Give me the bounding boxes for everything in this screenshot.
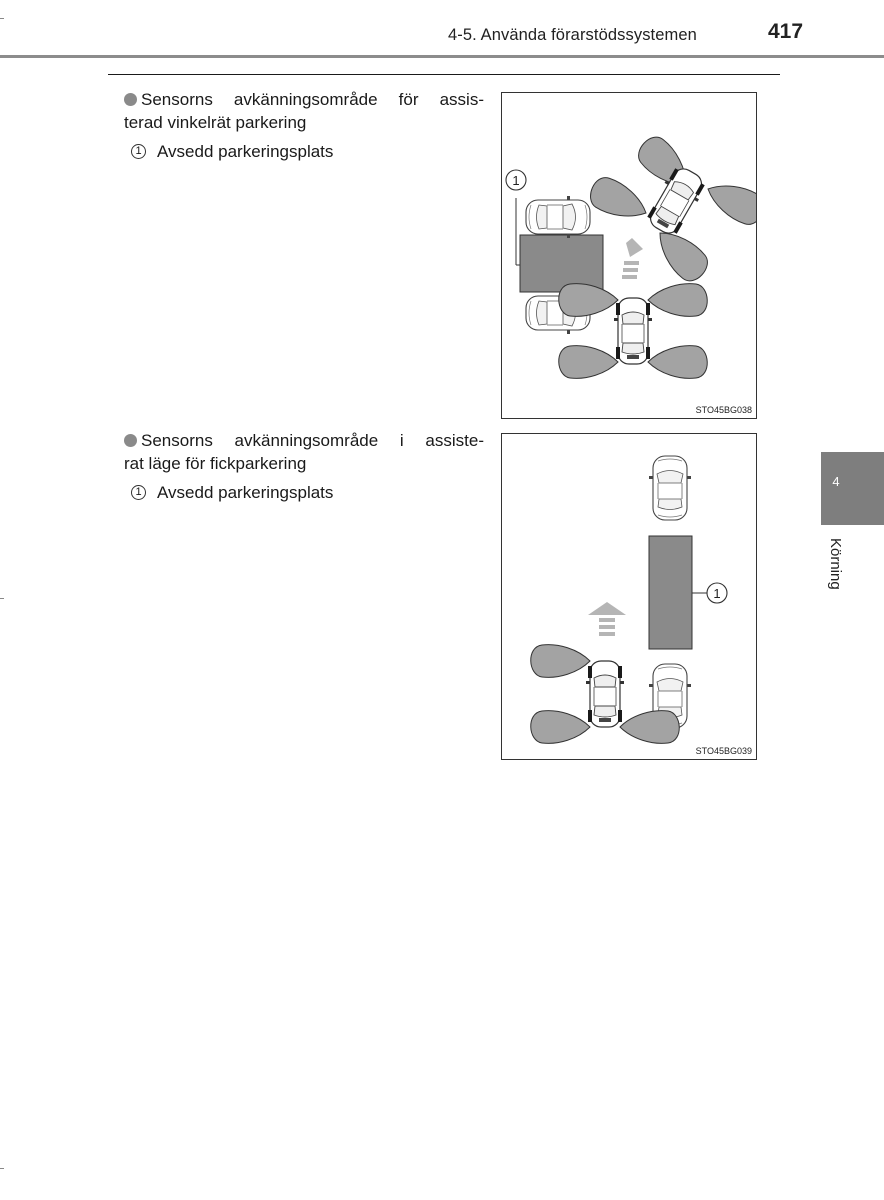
direction-arrow-icon xyxy=(588,602,626,636)
ego-car xyxy=(586,661,624,727)
bullet-icon xyxy=(124,93,137,106)
crop-mark xyxy=(0,598,4,599)
heading-line: rat läge för fickparkering xyxy=(124,454,307,473)
parked-car xyxy=(649,456,691,520)
figure-code: STO45BG038 xyxy=(695,405,752,415)
target-parking-space xyxy=(520,235,603,292)
figure-perpendicular-parking xyxy=(501,92,757,419)
ego-car xyxy=(614,298,652,364)
target-parking-space xyxy=(649,536,692,649)
figure-callout-number: 1 xyxy=(512,173,520,188)
callout-item xyxy=(131,140,333,163)
crop-mark xyxy=(0,1168,4,1169)
chapter-tab[interactable] xyxy=(821,452,884,525)
section-heading-parallel xyxy=(124,429,484,475)
callout-item xyxy=(131,481,333,504)
callout-number-icon: 1 xyxy=(131,485,146,500)
content-rule xyxy=(108,74,780,75)
crop-mark xyxy=(0,18,4,19)
chapter-number: 4 xyxy=(832,474,840,489)
page-number: 417 xyxy=(768,20,804,43)
heading-line: Sensorns avkänningsområde i assiste- xyxy=(141,431,484,450)
heading-line: terad vinkelrät parkering xyxy=(124,113,307,132)
parked-car xyxy=(526,196,590,238)
direction-arrow-icon xyxy=(622,238,643,279)
heading-line: Sensorns avkänningsområde för assis- xyxy=(141,90,484,109)
figure-callout-number: 1 xyxy=(713,586,721,601)
figure-code: STO45BG039 xyxy=(695,746,752,756)
callout-number-icon: 1 xyxy=(131,144,146,159)
bullet-icon xyxy=(124,434,137,447)
callout-text: Avsedd parkeringsplats xyxy=(157,483,334,502)
running-header: 4-5. Använda förarstödssystemen xyxy=(448,26,697,44)
callout-text: Avsedd parkeringsplats xyxy=(157,142,334,161)
chapter-title: Körning xyxy=(827,538,844,590)
section-heading-perpendicular xyxy=(124,88,484,134)
figure-parallel-parking xyxy=(501,433,757,760)
header-rule xyxy=(0,55,884,58)
